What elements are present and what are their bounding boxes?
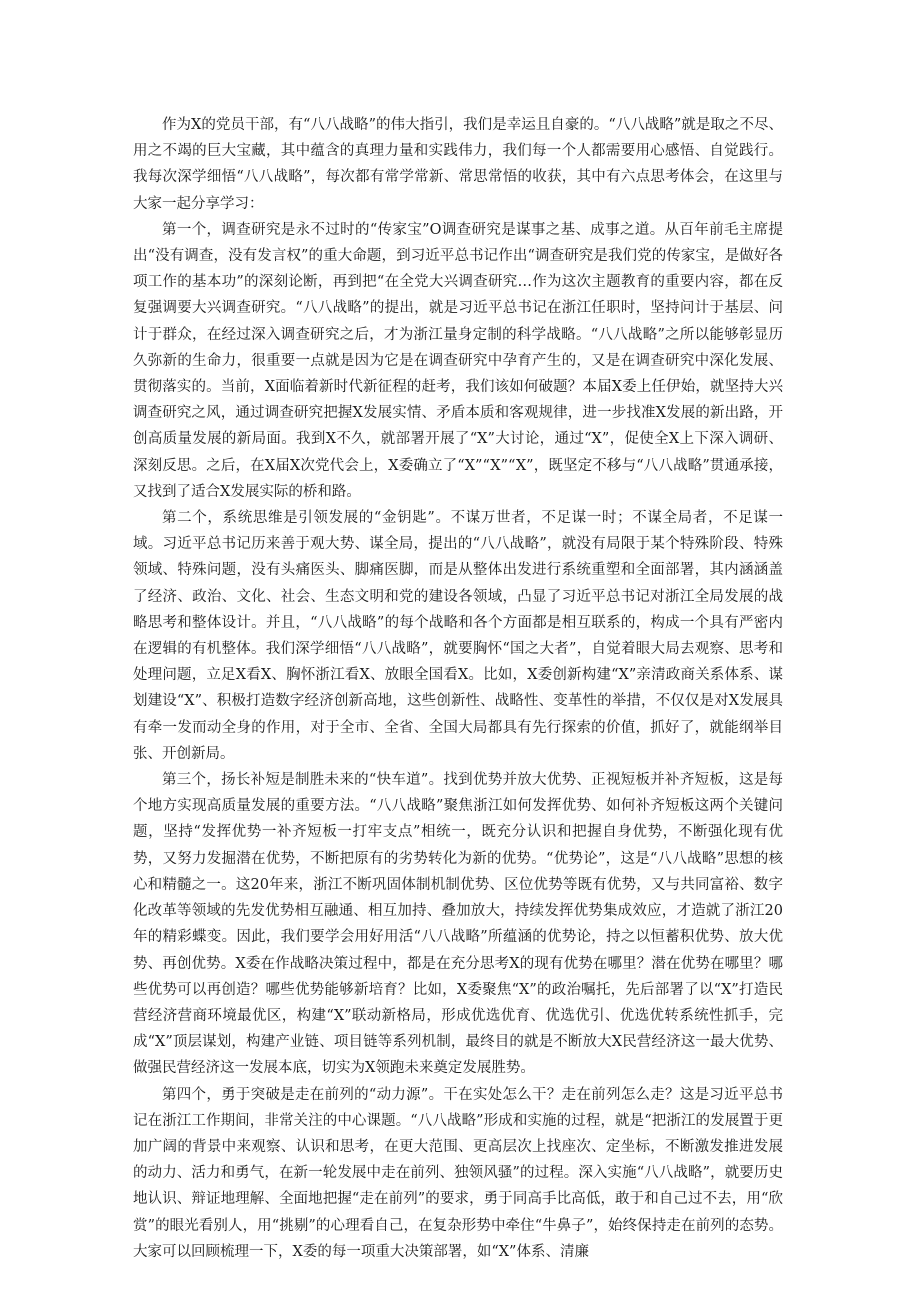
paragraph-systems-thinking: 第二个，系统思维是引领发展的“金钥匙”。不谋万世者，不足谋一时；不谋全局者，不足谋一域。习近平总书记历来善于观大势、谋全局，提出的“八八战略”，就没有局限于某个特殊阶段、特殊领域、特殊问题，没有头痛医头、脚痛医脚，而是从整体出发进行系统重塑和全面部署，其内涵涵盖了经济、政治、文化、社会、生态文明和党的建设各领域，凸显了习近平总书记对浙江全局发展的战略思考和整体设计。并且，“八八战略”的每个战略和各个方面都是相互联系的，构成一个具有严密内在逻辑的有机整体。我们深学细悟“八八战略”，就要胸怀“国之大者”，自觉着眼大局去观察、思考和处理问题，立足X看X、胸怀浙江看X、放眼全国看X。比如，X委创新构建“X”亲清政商关系体系、谋划建设“X”、积极打造数字经济创新高地，这些创新性、战略性、变革性的举措，不仅仅是对X发展具有牵一发而动全身的作用，对于全市、全省、全国大局都具有先行探索的价值，抓好了，就能纲举目张、开创新局。 xyxy=(133,510,783,762)
intro-paragraph: 作为X的党员干部，有“八八战略”的伟大指引，我们是幸运且自豪的。“八八战略”就是取之不尽、用之不竭的巨大宝藏，其中蕴含的真理力量和实践伟力，我们每一个人都需要用心感悟、自觉践行。我每次深学细悟“八八战略”，每次都有常学常新、常思常悟的收获，其中有六点思考体会，在这里与大家一起分享学习： xyxy=(133,117,783,212)
paragraph-investigation-research: 第一个，调查研究是永不过时的“传家宝”O调查研究是谋事之基、成事之道。从百年前毛主席提出“没有调查，没有发言权”的重大命题，到习近平总书记作出“调查研究是我们党的传家宝，是做好各项工作的基本功”的深刻论断，再到把“在全党大兴调查研究…作为这次主题教育的重要内容，都在反复强调要大兴调查研究。“八八战略”的提出，就是习近平总书记在浙江任职时，坚持问计于基层、问计于群众，在经过深入调查研究之后，才为浙江量身定制的科学战略。“八八战略”之所以能够彰显历久弥新的生命力，很重要一点就是因为它是在调查研究中孕育产生的，又是在调查研究中深化发展、贯彻落实的。当前，X面临着新时代新征程的赶考，我们该如何破题？本届X委上任伊始，就坚持大兴调查研究之风，通过调查研究把握X发展实情、矛盾本质和客观规律，进一步找准X发展的新出路，开创高质量发展的新局面。我到X不久，就部署开展了“X”大讨论，通过“X”，促使全X上下深入调研、深刻反思。之后，在X届X次党代会上，X委确立了“X”“X”“X”，既坚定不移与“八八战略”贯通承接，又找到了适合X发展实际的桥和路。 xyxy=(133,221,783,500)
paragraph-strengths-weaknesses: 第三个，扬长补短是制胜未来的“快车道”。找到优势并放大优势、正视短板并补齐短板，这是每个地方实现高质量发展的重要方法。“八八战略”聚焦浙江如何发挥优势、如何补齐短板这两个关键问题，坚持“发挥优势一补齐短板一打牢支点”相统一，既充分认识和把握自身优势，不断强化现有优势，又努力发掘潜在优势，不断把原有的劣势转化为新的优势。“优势论”，这是“八八战略”思想的核心和精髓之一。这20年来，浙江不断巩固体制机制优势、区位优势等既有优势，又与共同富裕、数字化改革等领域的先发优势相互融通、相互加持、叠加放大，持续发挥优势集成效应，才造就了浙江20年的精彩蝶变。因此，我们要学会用好用活“八八战略”所蕴涵的优势论，持之以恒蓄积优势、放大优势、再创优势。X委在作战略决策过程中，都是在充分思考X的现有优势在哪里？潜在优势在哪里？哪些优势可以再创造？哪些优势能够新培育？比如，X委聚焦“X”的政治嘱托，先后部署了以“X”打造民营经济营商环境最优区，构建“X”联动新格局，形成优选优育、优选优引、优选优转系统性抓手，完成“X”顶层谋划，构建产业链、项目链等系列机制，最终目的就是不断放大X民营经济这一最大优势、做强民营经济这一发展本底，切实为X领跑未来奠定发展胜势。 xyxy=(133,772,783,1077)
document-body xyxy=(133,112,783,1265)
paragraph-breakthrough: 第四个，勇于突破是走在前列的“动力源”。干在实处怎么干？走在前列怎么走？这是习近平总书记在浙江工作期间，非常关注的中心课题。“八八战略”形成和实施的过程，就是“把浙江的发展置于更加广阔的背景中来观察、认识和思考，在更大范围、更高层次上找座次、定坐标，不断激发推进发展的动力、活力和勇气，在新一轮发展中走在前列、独领风骚”的过程。深入实施“八八战略”，就要历史地认识、辩证地理解、全面地把握“走在前列”的要求，勇于同高手比高低，敢于和自己过不去，用“欣赏”的眼光看别人，用“挑剔”的心理看自己，在复杂形势中牵住“牛鼻子”，始终保持走在前列的态势。大家可以回顾梳理一下，X委的每一项重大决策部署，如“X”体系、清廉 xyxy=(133,1086,783,1260)
